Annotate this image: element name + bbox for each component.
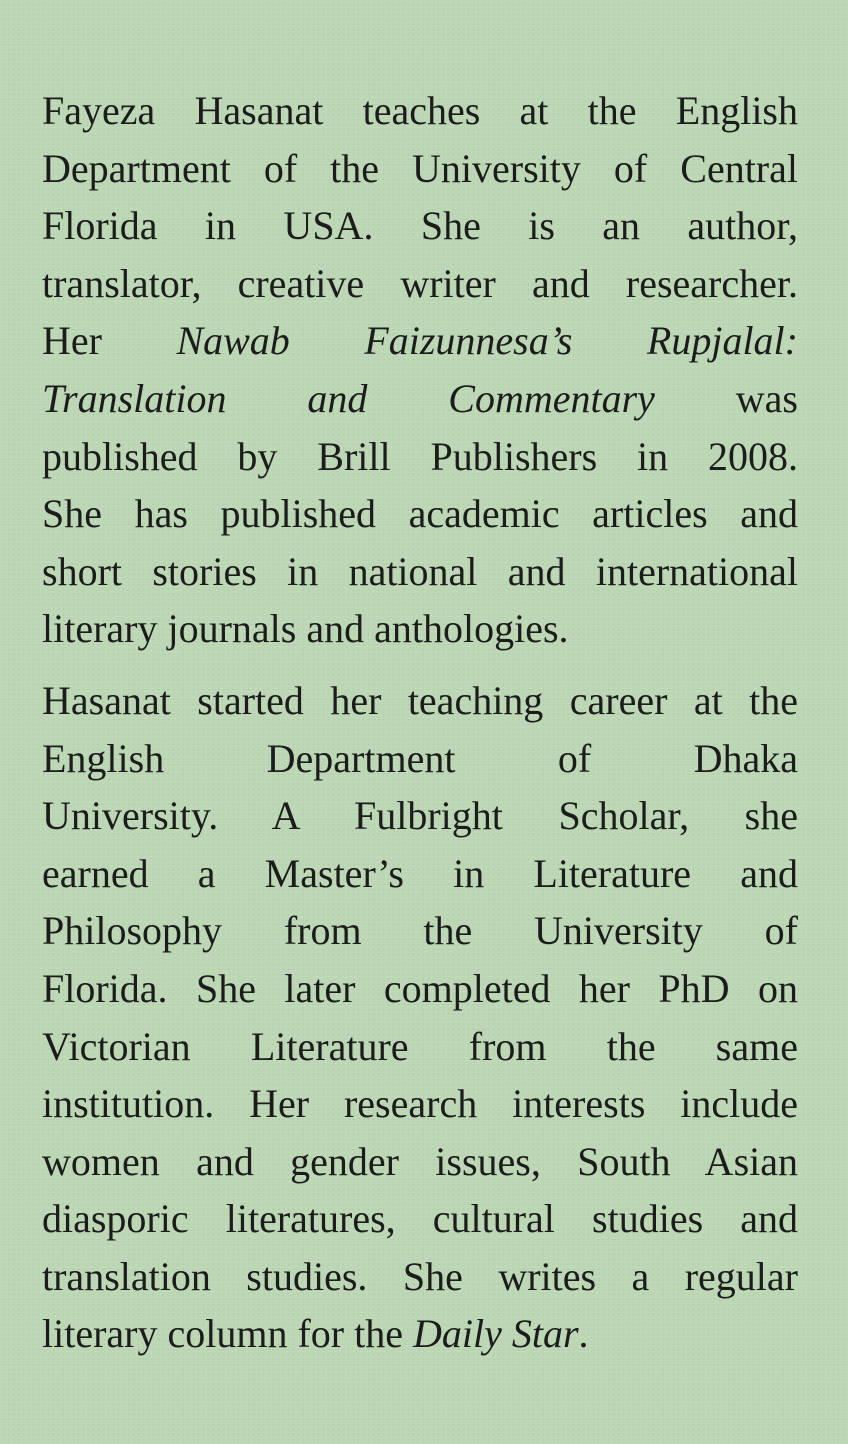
text-line [42,370,798,428]
author-bio [42,82,798,1363]
text-line: She has published academic articles and [42,491,798,537]
text-line [42,312,798,370]
bio-paragraph-1 [42,82,798,658]
book-title-italic: Nawab Faizunnesa’s Rupjalal: [176,318,798,364]
text-line [42,1305,798,1363]
text-fragment: literary column for the [42,1311,413,1357]
text-line: Hasanat started her teaching career at the [42,677,798,723]
text-line: earned a Master’s in Literature and [42,850,798,896]
text-line: Department of the University of Central [42,145,798,191]
text-line: published by Brill Publishers in 2008. [42,433,798,479]
bio-paragraph-2 [42,672,798,1363]
text-line: diasporic literatures, cultural studies and [42,1196,798,1242]
text-line: University. A Fulbright Scholar, she [42,793,798,839]
text-line: women and gender issues, South Asian [42,1138,798,1184]
text-line: literary journals and anthologies. [42,606,569,652]
newspaper-title-italic: Daily Star [412,1311,579,1357]
text-line: translator, creative writer and researcher. [42,260,798,306]
book-title-italic: Translation and Commentary [42,375,655,421]
text-line: short stories in national and international [42,548,798,594]
text-line: institution. Her research interests include [42,1081,798,1127]
text-line: Florida. She later completed her PhD on [42,965,798,1011]
text-line: Fayeza Hasanat teaches at the English [42,88,798,133]
text-fragment: was [654,375,798,421]
text-line: translation studies. She writes a regular [42,1253,798,1299]
text-fragment: Her [42,318,177,364]
text-line: Victorian Literature from the same [42,1023,798,1069]
text-fragment: . [578,1311,589,1357]
text-line: Florida in USA. She is an author, [42,203,798,249]
text-line: Philosophy from the University of [42,908,798,954]
text-line: English Department of Dhaka [42,735,798,781]
